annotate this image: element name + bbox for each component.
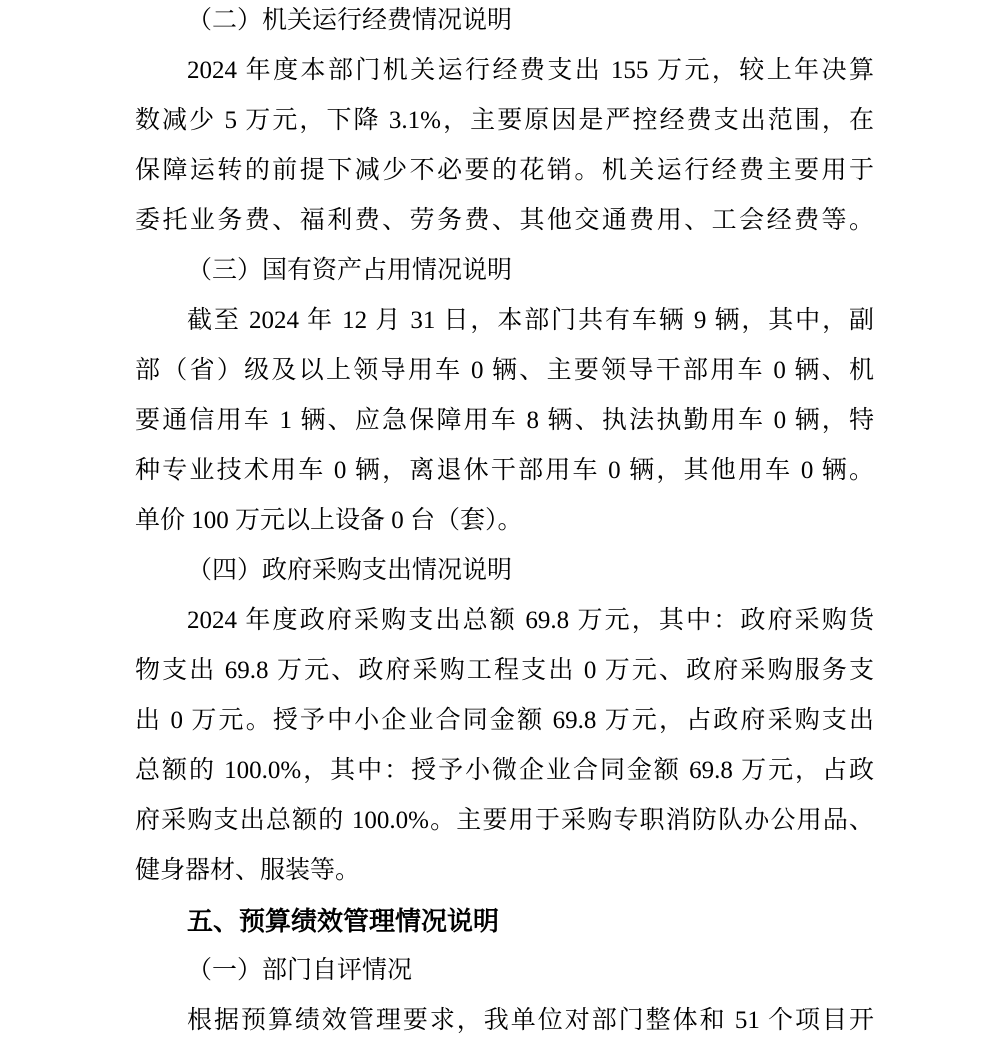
- body-line: 单价 100 万元以上设备 0 台（套）。: [135, 507, 523, 534]
- body-line: 健身器材、服装等。: [135, 857, 361, 884]
- body-line: 府采购支出总额的 100.0%。主要用于采购专职消防队办公用品、: [135, 807, 874, 834]
- sub-heading: （四）政府采购支出情况说明: [187, 557, 513, 584]
- body-line: 要通信用车 1 辆、应急保障用车 8 辆、执法执勤用车 0 辆，特: [135, 407, 874, 434]
- body-line: 委托业务费、福利费、劳务费、其他交通费用、工会经费等。: [135, 207, 874, 234]
- body-line: 保障运转的前提下减少不必要的花销。机关运行经费主要用于: [135, 157, 874, 184]
- body-line: 出 0 万元。授予中小企业合同金额 69.8 万元，占政府采购支出: [135, 707, 874, 734]
- body-line: 根据预算绩效管理要求，我单位对部门整体和 51 个项目开: [187, 1007, 874, 1034]
- body-line: 2024 年度政府采购支出总额 69.8 万元，其中：政府采购货: [187, 607, 874, 634]
- body-line: 截至 2024 年 12 月 31 日，本部门共有车辆 9 辆，其中，副: [187, 307, 874, 334]
- document-content: [135, 0, 874, 1042]
- body-line: 种专业技术用车 0 辆，离退休干部用车 0 辆，其他用车 0 辆。: [135, 457, 874, 484]
- body-line: 2024 年度本部门机关运行经费支出 155 万元，较上年决算: [187, 57, 874, 84]
- section-heading: 五、预算绩效管理情况说明: [187, 906, 500, 936]
- sub-heading: （一）部门自评情况: [187, 957, 413, 984]
- sub-heading: （二）机关运行经费情况说明: [187, 7, 513, 34]
- body-line: 数减少 5 万元，下降 3.1%，主要原因是严控经费支出范围，在: [135, 107, 874, 134]
- body-line: 部（省）级及以上领导用车 0 辆、主要领导干部用车 0 辆、机: [135, 357, 874, 384]
- body-line: 总额的 100.0%，其中：授予小微企业合同金额 69.8 万元，占政: [135, 757, 874, 784]
- sub-heading: （三）国有资产占用情况说明: [187, 257, 513, 284]
- body-line: 物支出 69.8 万元、政府采购工程支出 0 万元、政府采购服务支: [135, 657, 874, 684]
